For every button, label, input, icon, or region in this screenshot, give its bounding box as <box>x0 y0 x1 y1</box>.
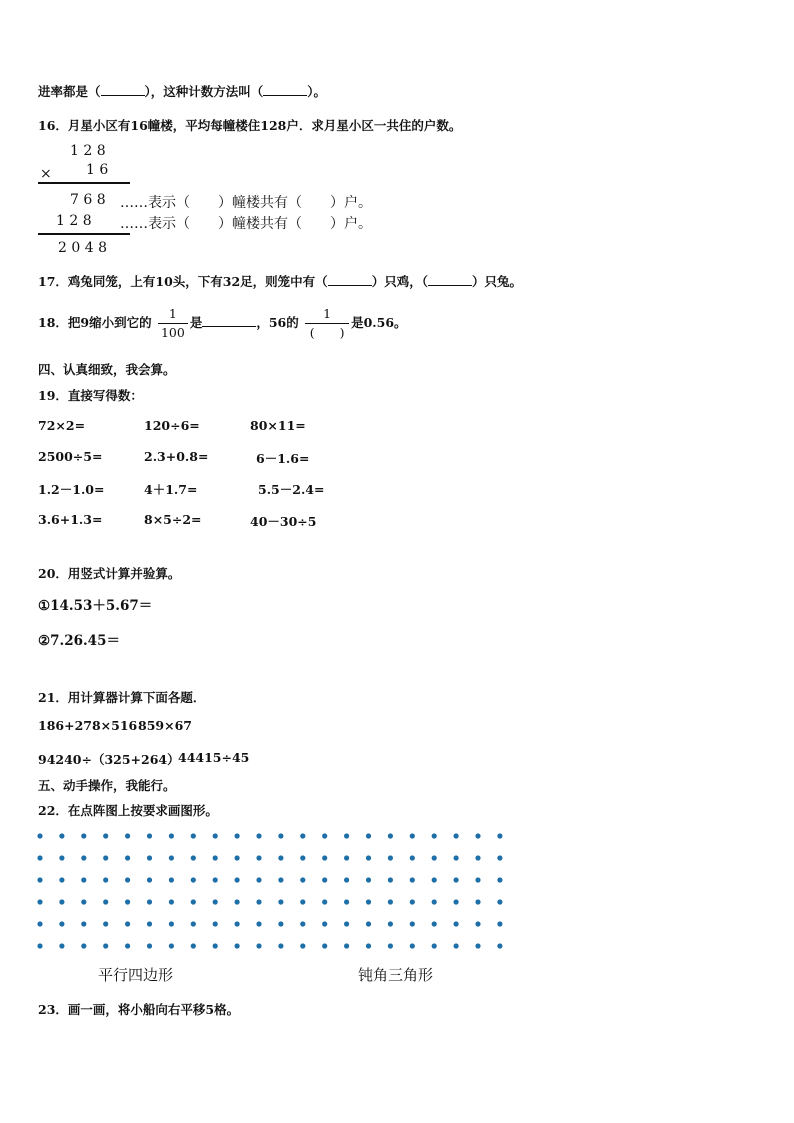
grid-dot[interactable] <box>344 899 349 904</box>
grid-dot[interactable] <box>410 833 415 838</box>
grid-dot[interactable] <box>191 877 196 882</box>
grid-dot[interactable] <box>410 899 415 904</box>
q17-blank-chicken[interactable] <box>328 273 372 286</box>
grid-dot[interactable] <box>147 899 152 904</box>
grid-dot[interactable] <box>410 921 415 926</box>
q19-r3c1: 1.2－1.0= <box>38 482 105 497</box>
q19-r2c2: 2.3+0.8= <box>144 449 209 464</box>
q18-fraction-2 <box>305 305 349 342</box>
q19-r4c1: 3.6+1.3= <box>38 512 103 527</box>
grid-dot[interactable] <box>300 921 305 926</box>
grid-dot[interactable] <box>388 921 393 926</box>
grid-dot[interactable] <box>475 855 480 860</box>
q21-row1-a: 186+278×516 <box>38 718 138 733</box>
q18-text-c: ，56的 <box>256 315 299 330</box>
q17-blank-rabbit[interactable] <box>428 273 472 286</box>
grid-dot[interactable] <box>103 877 108 882</box>
q15-blank-2[interactable] <box>263 83 307 96</box>
q19-r3c2: 4＋1.7= <box>144 482 198 497</box>
grid-dot[interactable] <box>432 877 437 882</box>
grid-dot[interactable] <box>235 855 240 860</box>
q22-label: 22．在点阵图上按要求画图形。 <box>38 803 218 818</box>
grid-dot[interactable] <box>37 877 42 882</box>
grid-dot[interactable] <box>432 899 437 904</box>
q16-rule-1 <box>38 182 130 184</box>
q20-item-1: ①14.53＋5.67＝ <box>38 598 153 614</box>
grid-dot[interactable] <box>344 855 349 860</box>
grid-dot[interactable] <box>213 899 218 904</box>
q15-text-b: ），这种计数方法叫（ <box>144 84 264 99</box>
grid-dot[interactable] <box>432 921 437 926</box>
grid-dot[interactable] <box>344 921 349 926</box>
grid-dot[interactable] <box>300 855 305 860</box>
grid-dot[interactable] <box>213 877 218 882</box>
grid-dot[interactable] <box>169 899 174 904</box>
q18-blank[interactable] <box>202 314 256 327</box>
grid-dot[interactable] <box>125 877 130 882</box>
grid-dot[interactable] <box>322 899 327 904</box>
q16-row1: 1 2 8 <box>70 143 106 159</box>
q19-r2c3: 6－1.6= <box>256 451 310 466</box>
grid-dot[interactable] <box>256 921 261 926</box>
q16-label: 16．月星小区有16幢楼，平均每幢楼住128户．求月星小区一共住的户数。 <box>38 118 462 133</box>
grid-dot[interactable] <box>322 943 327 948</box>
grid-dot[interactable] <box>235 877 240 882</box>
grid-dot[interactable] <box>213 943 218 948</box>
grid-dot[interactable] <box>454 921 459 926</box>
grid-dot[interactable] <box>125 833 130 838</box>
q16-row5: 2 0 4 8 <box>58 240 107 256</box>
grid-dot[interactable] <box>256 877 261 882</box>
q16-times-sign: × <box>40 166 52 182</box>
q16-note-a[interactable]: ……表示（ ）幢楼共有（ ）户。 <box>120 195 372 211</box>
grid-dot[interactable] <box>103 943 108 948</box>
grid-dot[interactable] <box>256 899 261 904</box>
grid-dot[interactable] <box>103 921 108 926</box>
q15-tail-line <box>38 82 326 100</box>
q20-label: 20．用竖式计算并验算。 <box>38 566 181 581</box>
grid-dot[interactable] <box>81 921 86 926</box>
grid-dot[interactable] <box>59 921 64 926</box>
grid-dot[interactable] <box>300 899 305 904</box>
q18-text-d: 是0.56。 <box>351 315 407 330</box>
grid-dot[interactable] <box>475 943 480 948</box>
grid-dot[interactable] <box>37 899 42 904</box>
grid-dot[interactable] <box>497 833 502 838</box>
grid-dot[interactable] <box>191 855 196 860</box>
grid-dot[interactable] <box>103 833 108 838</box>
grid-dot[interactable] <box>37 943 42 948</box>
grid-dot[interactable] <box>81 899 86 904</box>
grid-dot[interactable] <box>59 899 64 904</box>
grid-dot[interactable] <box>81 833 86 838</box>
grid-dot[interactable] <box>300 877 305 882</box>
q19-r1c1: 72×2= <box>38 418 86 433</box>
grid-dot[interactable] <box>125 899 130 904</box>
grid-dot[interactable] <box>256 833 261 838</box>
grid-dot[interactable] <box>432 943 437 948</box>
q21-label: 21．用计算器计算下面各题． <box>38 690 206 705</box>
grid-dot[interactable] <box>497 855 502 860</box>
q18-frac2-denominator[interactable]: ( ) <box>305 323 349 342</box>
grid-dot[interactable] <box>322 833 327 838</box>
grid-dot[interactable] <box>344 877 349 882</box>
grid-dot[interactable] <box>388 877 393 882</box>
grid-dot[interactable] <box>103 855 108 860</box>
grid-dot[interactable] <box>366 899 371 904</box>
q19-r2c1: 2500÷5= <box>38 449 103 464</box>
q17-text-c: ）只兔。 <box>471 274 522 289</box>
grid-dot[interactable] <box>81 877 86 882</box>
grid-dot[interactable] <box>37 921 42 926</box>
q15-blank-1[interactable] <box>101 83 145 96</box>
grid-dot[interactable] <box>147 921 152 926</box>
grid-dot[interactable] <box>475 877 480 882</box>
grid-dot[interactable] <box>37 855 42 860</box>
grid-dot[interactable] <box>169 921 174 926</box>
q21-row2-b: 44415÷45 <box>178 750 250 765</box>
section-4-heading: 四、认真细致，我会算。 <box>38 362 176 377</box>
grid-dot[interactable] <box>388 855 393 860</box>
grid-dot[interactable] <box>410 877 415 882</box>
grid-dot[interactable] <box>366 921 371 926</box>
grid-dot[interactable] <box>169 833 174 838</box>
q21-row1-b: 859×67 <box>138 718 192 733</box>
grid-dot[interactable] <box>497 877 502 882</box>
grid-dot[interactable] <box>278 877 283 882</box>
grid-dot[interactable] <box>497 899 502 904</box>
grid-dot[interactable] <box>125 855 130 860</box>
grid-dot[interactable] <box>191 833 196 838</box>
label-parallelogram: 平行四边形 <box>98 966 174 984</box>
grid-dot[interactable] <box>366 877 371 882</box>
q19-r1c2: 120÷6= <box>144 418 200 433</box>
grid-dot[interactable] <box>147 855 152 860</box>
q18-frac1-numerator: 1 <box>168 306 177 321</box>
grid-dot[interactable] <box>125 943 130 948</box>
grid-dot[interactable] <box>59 877 64 882</box>
q18-text-b: 是 <box>189 315 203 330</box>
grid-dot[interactable] <box>366 833 371 838</box>
q18-text-a: 18．把9缩小到它的 <box>38 315 152 330</box>
grid-dot[interactable] <box>454 943 459 948</box>
q17-text-b: ）只鸡，（ <box>371 274 428 289</box>
q16-row2: 1 6 <box>86 162 109 178</box>
grid-dot[interactable] <box>454 877 459 882</box>
grid-dot[interactable] <box>169 855 174 860</box>
q16-note-b[interactable]: ……表示（ ）幢楼共有（ ）户。 <box>120 216 372 232</box>
grid-dot[interactable] <box>322 877 327 882</box>
grid-dot[interactable] <box>454 899 459 904</box>
grid-dot[interactable] <box>454 833 459 838</box>
grid-dot[interactable] <box>81 943 86 948</box>
grid-dot[interactable] <box>278 833 283 838</box>
grid-dot[interactable] <box>213 921 218 926</box>
grid-dot[interactable] <box>59 855 64 860</box>
grid-dot[interactable] <box>475 921 480 926</box>
q19-r4c3: 40－30÷5 <box>250 514 317 529</box>
grid-dot[interactable] <box>213 833 218 838</box>
grid-dot[interactable] <box>191 943 196 948</box>
grid-dot[interactable] <box>475 833 480 838</box>
grid-dot[interactable] <box>475 899 480 904</box>
label-obtuse-triangle: 钝角三角形 <box>358 966 434 984</box>
q16-rule-2 <box>38 233 130 235</box>
grid-dot[interactable] <box>191 899 196 904</box>
q18-frac2-numerator: 1 <box>323 306 332 321</box>
grid-dot[interactable] <box>81 855 86 860</box>
grid-dot[interactable] <box>300 833 305 838</box>
grid-dot[interactable] <box>454 855 459 860</box>
grid-dot[interactable] <box>147 877 152 882</box>
grid-dot[interactable] <box>432 855 437 860</box>
grid-dot[interactable] <box>169 877 174 882</box>
grid-dot[interactable] <box>322 855 327 860</box>
grid-dot[interactable] <box>344 943 349 948</box>
grid-dot[interactable] <box>59 833 64 838</box>
q16-row4: 1 2 8 <box>56 213 92 229</box>
grid-dot[interactable] <box>235 899 240 904</box>
grid-dot[interactable] <box>256 943 261 948</box>
q19-label: 19．直接写得数： <box>38 388 143 403</box>
grid-dot[interactable] <box>278 921 283 926</box>
grid-dot[interactable] <box>388 833 393 838</box>
q23-label: 23．画一画，将小船向右平移5格。 <box>38 1002 240 1017</box>
q17-line <box>38 272 522 290</box>
grid-dot[interactable] <box>497 943 502 948</box>
grid-dot[interactable] <box>278 899 283 904</box>
grid-dot[interactable] <box>59 943 64 948</box>
grid-dot[interactable] <box>278 943 283 948</box>
dot-grid[interactable] <box>34 830 516 952</box>
grid-dot[interactable] <box>37 833 42 838</box>
grid-dot[interactable] <box>256 855 261 860</box>
q15-text-a: 进率都是（ <box>38 84 101 99</box>
grid-dot[interactable] <box>125 921 130 926</box>
q19-r3c3: 5.5－2.4= <box>258 482 325 497</box>
grid-dot[interactable] <box>235 921 240 926</box>
grid-dot[interactable] <box>235 833 240 838</box>
q16-row3: 7 6 8 <box>70 192 106 208</box>
grid-dot[interactable] <box>344 833 349 838</box>
q19-r1c3: 80×11= <box>250 418 306 433</box>
grid-dot[interactable] <box>410 855 415 860</box>
grid-dot[interactable] <box>103 899 108 904</box>
grid-dot[interactable] <box>147 943 152 948</box>
grid-dot[interactable] <box>432 833 437 838</box>
grid-dot[interactable] <box>497 921 502 926</box>
grid-dot[interactable] <box>322 921 327 926</box>
grid-dot[interactable] <box>278 855 283 860</box>
grid-dot[interactable] <box>388 899 393 904</box>
q19-r4c2: 8×5÷2= <box>144 512 202 527</box>
grid-dot[interactable] <box>213 855 218 860</box>
q17-text-a: 17．鸡兔同笼，上有10头，下有32足，则笼中有（ <box>38 274 328 289</box>
grid-dot[interactable] <box>388 943 393 948</box>
grid-dot[interactable] <box>169 943 174 948</box>
grid-dot[interactable] <box>300 943 305 948</box>
grid-dot[interactable] <box>410 943 415 948</box>
grid-dot[interactable] <box>235 943 240 948</box>
q18-fraction-1 <box>158 305 188 342</box>
q18-frac1-denominator: 100 <box>158 323 188 342</box>
q20-item-2: ②7.26.45＝ <box>38 633 120 649</box>
q15-text-c: ）。 <box>307 84 327 99</box>
section-5-heading: 五、动手操作，我能行。 <box>38 778 176 793</box>
grid-dot[interactable] <box>147 833 152 838</box>
q18-line <box>38 305 407 342</box>
grid-dot[interactable] <box>366 943 371 948</box>
q21-row2-a: 94240÷（325+264） <box>38 752 180 767</box>
grid-dot[interactable] <box>366 855 371 860</box>
grid-dot[interactable] <box>191 921 196 926</box>
